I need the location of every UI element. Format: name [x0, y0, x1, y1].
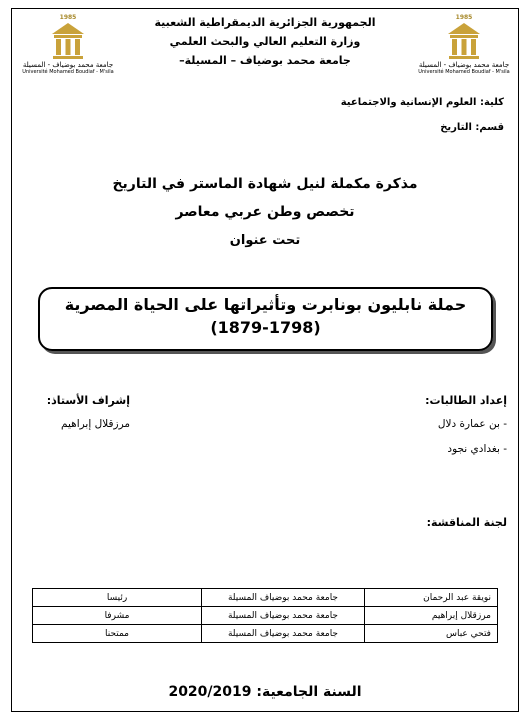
- table-row: [33, 625, 498, 643]
- logo-name-ar: جامعة محمد بوضياف - المسيلة: [418, 61, 510, 69]
- committee-member-role: رئيسا: [33, 589, 202, 607]
- university-logo-right: [418, 14, 510, 84]
- header-ministry: وزارة التعليم العالي والبحث العلمي: [169, 35, 361, 48]
- university-emblem-icon: [447, 22, 481, 60]
- department-name: قسم: التاريخ: [440, 122, 504, 133]
- committee-member-university: جامعة محمد بوضياف المسيلة: [202, 589, 365, 607]
- academic-year-value: 2020/2019: [168, 684, 252, 700]
- committee-member-university: جامعة محمد بوضياف المسيلة: [202, 625, 365, 643]
- thesis-title-heading: تحت عنوان: [229, 233, 301, 248]
- academic-year: [120, 684, 410, 700]
- student-name: - بن عمارة دلال: [437, 418, 507, 430]
- thesis-title-box: [38, 287, 493, 351]
- logo-name-fr: Université Mohamed Boudiaf - M'sila: [22, 69, 114, 75]
- university-emblem-icon: [51, 22, 85, 60]
- committee-member-name: نويقة عبد الرحمان: [365, 589, 498, 607]
- header-republic: الجمهورية الجزائرية الديمقراطية الشعبية: [154, 16, 376, 29]
- committee-member-university: جامعة محمد بوضياف المسيلة: [202, 607, 365, 625]
- logo-name-ar: جامعة محمد بوضياف - المسيلة: [22, 61, 114, 69]
- table-row: [33, 607, 498, 625]
- committee-label: لجنة المناقشة:: [426, 516, 507, 529]
- header-university: جامعة محمد بوضياف – المسيلة–: [179, 54, 351, 67]
- committee-member-name: مرزقلال إبراهيم: [365, 607, 498, 625]
- student-name: - بغدادي نجود: [447, 443, 507, 455]
- table-row: [33, 589, 498, 607]
- thesis-years: (1879-1798): [210, 318, 321, 337]
- university-logo-left: [22, 14, 114, 84]
- committee-member-role: مشرفا: [33, 607, 202, 625]
- logo-year: 1985: [59, 14, 77, 21]
- faculty-name: كلية: العلوم الإنسانية والاجتماعية: [340, 97, 504, 108]
- committee-member-name: فتحي عباس: [365, 625, 498, 643]
- supervisor-label: إشراف الأستاذ:: [46, 394, 130, 407]
- committee-member-role: ممتحنا: [33, 625, 202, 643]
- logo-year: 1985: [455, 14, 473, 21]
- thesis-degree: مذكرة مكملة لنيل شهادة الماستر في التاريخ: [112, 176, 418, 192]
- supervisor-name: مرزقلال إبراهيم: [61, 418, 130, 430]
- committee-table: [32, 588, 498, 643]
- thesis-specialty: تخصص وطن عربي معاصر: [175, 204, 355, 220]
- students-label: إعداد الطالبات:: [425, 394, 507, 407]
- academic-year-label: السنة الجامعية:: [256, 684, 362, 700]
- logo-name-fr: Université Mohamed Boudiaf - M'sila: [418, 69, 510, 75]
- thesis-title: حملة نابليون بونابرت وتأثيراتها على الحياة المصرية: [64, 295, 467, 314]
